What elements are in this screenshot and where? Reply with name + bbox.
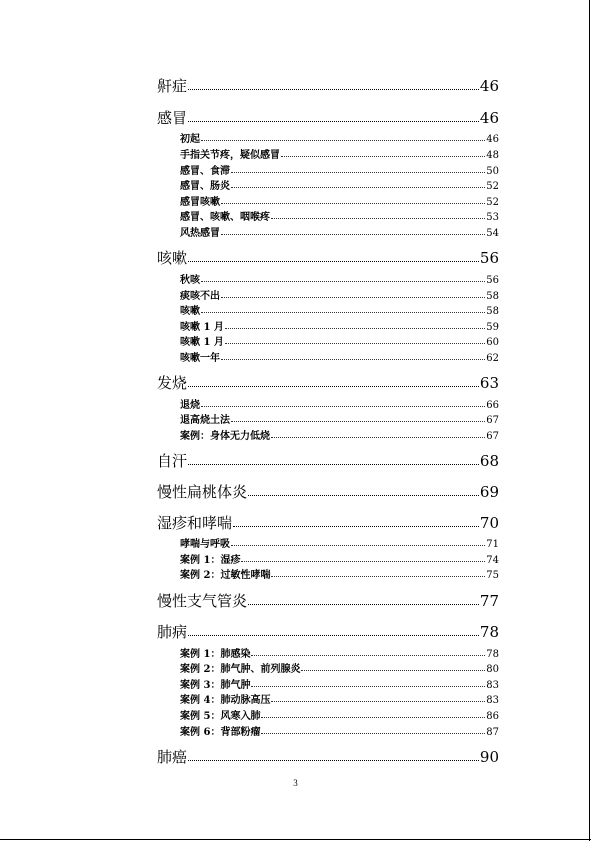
- toc-entry-page: 83: [486, 680, 499, 691]
- toc-entry-page: 56: [486, 275, 499, 286]
- toc-entry-page: 68: [479, 452, 499, 470]
- toc-dot-leader: [241, 557, 485, 562]
- toc-dot-leader: [225, 324, 485, 329]
- toc-chapter-entry[interactable]: [157, 483, 499, 501]
- toc-chapter-entry[interactable]: [157, 623, 499, 641]
- toc-dot-leader: [231, 168, 485, 173]
- toc-entry-title: 案例 3：肺气肿: [180, 680, 251, 691]
- toc-entry-page: 46: [479, 77, 499, 95]
- toc-section-entry[interactable]: [180, 399, 499, 412]
- toc-section-entry[interactable]: [180, 274, 499, 287]
- toc-section-entry[interactable]: [180, 165, 499, 178]
- toc-dot-leader: [221, 293, 485, 298]
- toc-entry-page: 56: [479, 249, 499, 267]
- toc-entry-page: 46: [486, 134, 499, 145]
- toc-entry-page: 74: [486, 555, 499, 566]
- toc-entry-page: 78: [479, 623, 499, 641]
- toc-section-entry[interactable]: [180, 694, 499, 707]
- toc-dot-leader: [231, 541, 485, 546]
- toc-entry-title: 感冒、肠炎: [180, 181, 230, 192]
- toc-entry-page: 58: [486, 291, 499, 302]
- toc-entry-title: 肺病: [157, 623, 188, 641]
- toc-entry-page: 77: [479, 592, 499, 610]
- toc-entry-page: 78: [486, 649, 499, 660]
- toc-entry-page: 67: [486, 431, 499, 442]
- toc-entry-title: 感冒咳嗽: [180, 197, 220, 208]
- toc-entry-title: 案例 1：湿疹: [180, 555, 241, 566]
- toc-dot-leader: [188, 256, 479, 262]
- toc-dot-leader: [248, 599, 479, 605]
- toc-entry-title: 退烧: [180, 400, 200, 411]
- toc-entry-page: 75: [486, 570, 499, 581]
- toc-section-entry[interactable]: [180, 180, 499, 193]
- toc-entry-page: 52: [486, 197, 499, 208]
- toc-section-entry[interactable]: [180, 211, 499, 224]
- toc-dot-leader: [225, 339, 485, 344]
- toc-section-entry[interactable]: [180, 679, 499, 692]
- toc-entry-title: 案例 1：肺感染: [180, 649, 251, 660]
- toc-dot-leader: [201, 402, 485, 407]
- toc-dot-leader: [281, 152, 485, 157]
- toc-entry-title: 感冒: [157, 109, 188, 127]
- toc-entry-title: 案例 6：背部粉瘤: [180, 727, 261, 738]
- toc-chapter-entry[interactable]: [157, 452, 499, 470]
- toc-entry-title: 咳嗽: [157, 249, 188, 267]
- toc-entry-title: 风热感冒: [180, 228, 220, 239]
- toc-entry-page: 53: [486, 212, 499, 223]
- toc-dot-leader: [221, 355, 485, 360]
- toc-section-entry[interactable]: [180, 538, 499, 551]
- toc-dot-leader: [221, 199, 485, 204]
- toc-entry-title: 咳嗽 1 月: [180, 337, 224, 348]
- toc-entry-title: 慢性扁桃体炎: [157, 483, 248, 501]
- toc-section-entry[interactable]: [180, 569, 499, 582]
- toc-section-entry[interactable]: [180, 663, 499, 676]
- toc-entry-title: 咳嗽 1 月: [180, 322, 224, 333]
- toc-chapter-entry[interactable]: [157, 592, 499, 610]
- toc-dot-leader: [188, 84, 479, 90]
- toc-entry-title: 鼾症: [157, 77, 188, 95]
- toc-entry-title: 咳嗽一年: [180, 353, 220, 364]
- toc-entry-title: 痰咳不出: [180, 291, 220, 302]
- toc-entry-title: 案例 2：肺气肿、前列腺炎: [180, 664, 301, 675]
- toc-dot-leader: [248, 490, 479, 496]
- toc-entry-page: 52: [486, 181, 499, 192]
- toc-dot-leader: [271, 697, 485, 702]
- toc-section-entry[interactable]: [180, 196, 499, 209]
- toc-section-entry[interactable]: [180, 149, 499, 162]
- toc-entry-page: 69: [479, 483, 499, 501]
- toc-chapter-entry[interactable]: [157, 514, 499, 532]
- toc-dot-leader: [271, 572, 485, 577]
- toc-entry-title: 感冒、食滞: [180, 166, 230, 177]
- toc-entry-page: 50: [486, 166, 499, 177]
- toc-entry-page: 67: [486, 415, 499, 426]
- toc-entry-page: 86: [486, 711, 499, 722]
- toc-dot-leader: [271, 433, 485, 438]
- toc-entry-title: 慢性支气管炎: [157, 592, 248, 610]
- toc-section-entry[interactable]: [180, 305, 499, 318]
- toc-entry-title: 肺癌: [157, 748, 188, 766]
- toc-chapter-entry[interactable]: [157, 109, 499, 127]
- toc-section-entry[interactable]: [180, 710, 499, 723]
- toc-entry-title: 初起: [180, 134, 200, 145]
- toc-entry-page: 62: [486, 353, 499, 364]
- toc-dot-leader: [201, 277, 485, 282]
- toc-dot-leader: [231, 183, 485, 188]
- toc-entry-page: 48: [486, 150, 499, 161]
- toc-dot-leader: [233, 521, 479, 527]
- toc-section-entry[interactable]: [180, 227, 499, 240]
- toc-dot-leader: [251, 651, 485, 656]
- toc-dot-leader: [188, 630, 479, 636]
- page-number: 3: [293, 778, 298, 788]
- toc-dot-leader: [188, 116, 479, 122]
- toc-entry-title: 案例：身体无力低烧: [180, 431, 270, 442]
- toc-chapter-entry[interactable]: [157, 77, 499, 95]
- toc-dot-leader: [221, 230, 485, 235]
- toc-section-entry[interactable]: [180, 726, 499, 739]
- toc-section-entry[interactable]: [180, 554, 499, 567]
- toc-chapter-entry[interactable]: [157, 374, 499, 392]
- toc-dot-leader: [201, 136, 485, 141]
- toc-entry-title: 手指关节疼，疑似感冒: [180, 150, 280, 161]
- toc-section-entry[interactable]: [180, 321, 499, 334]
- toc-entry-title: 案例 4：肺动脉高压: [180, 695, 271, 706]
- toc-entry-page: 59: [486, 322, 499, 333]
- toc-entry-page: 58: [486, 306, 499, 317]
- toc-entry-title: 咳嗽: [180, 306, 200, 317]
- toc-entry-title: 案例 2：过敏性哮喘: [180, 570, 271, 581]
- toc-section-entry[interactable]: [180, 414, 499, 427]
- toc-entry-page: 60: [486, 337, 499, 348]
- toc-entry-page: 83: [486, 695, 499, 706]
- toc-entry-title: 退高烧土法: [180, 415, 230, 426]
- toc-section-entry[interactable]: [180, 290, 499, 303]
- toc-section-entry[interactable]: [180, 336, 499, 349]
- toc-dot-leader: [231, 417, 485, 422]
- toc-dot-leader: [251, 682, 485, 687]
- toc-entry-title: 哮喘与呼吸: [180, 539, 230, 550]
- toc-dot-leader: [201, 308, 485, 313]
- toc-section-entry[interactable]: [180, 352, 499, 365]
- toc-dot-leader: [188, 459, 479, 465]
- toc-entry-page: 46: [479, 109, 499, 127]
- toc-dot-leader: [261, 713, 485, 718]
- toc-section-entry[interactable]: [180, 133, 499, 146]
- toc-chapter-entry[interactable]: [157, 249, 499, 267]
- toc-entry-page: 90: [479, 748, 499, 766]
- toc-entry-title: 感冒、咳嗽、咽喉疼: [180, 212, 270, 223]
- toc-entry-page: 66: [486, 400, 499, 411]
- toc-entry-title: 自汗: [157, 452, 188, 470]
- toc-entry-page: 54: [486, 228, 499, 239]
- toc-entry-page: 87: [486, 727, 499, 738]
- toc-entry-title: 秋咳: [180, 275, 200, 286]
- toc-chapter-entry[interactable]: [157, 748, 499, 766]
- toc-entry-page: 80: [486, 664, 499, 675]
- toc-dot-leader: [261, 729, 485, 734]
- toc-section-entry[interactable]: [180, 430, 499, 443]
- toc-dot-leader: [301, 666, 485, 671]
- toc-section-entry[interactable]: [180, 648, 499, 661]
- toc-entry-title: 湿疹和哮喘: [157, 514, 233, 532]
- toc-entry-page: 70: [479, 514, 499, 532]
- toc-entry-title: 发烧: [157, 374, 188, 392]
- toc-dot-leader: [188, 381, 479, 387]
- toc-entry-page: 63: [479, 374, 499, 392]
- toc-dot-leader: [188, 755, 479, 761]
- toc-entry-page: 71: [486, 539, 499, 550]
- toc-entry-title: 案例 5：风寒入肺: [180, 711, 261, 722]
- toc-dot-leader: [271, 214, 485, 219]
